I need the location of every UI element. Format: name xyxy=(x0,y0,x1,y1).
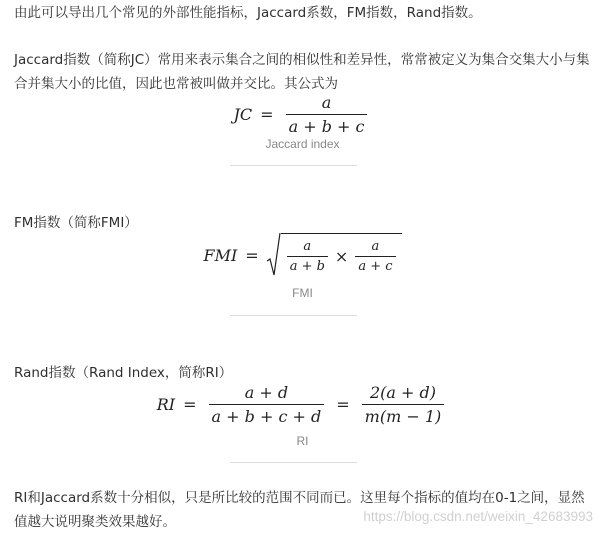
ri-numerator-1: a + d xyxy=(244,382,289,402)
jaccard-caption: Jaccard index xyxy=(265,137,340,151)
fmi-caption: FMI xyxy=(292,286,313,300)
rand-heading: Rand指数（Rand Index，简称RI） xyxy=(14,365,233,381)
ri-fraction-2 xyxy=(362,383,445,426)
ri-denominator-2: m(m − 1) xyxy=(362,404,445,426)
ri-lhs: RI xyxy=(156,394,176,414)
fmi-numerator-2: a xyxy=(371,239,380,254)
jc-equals: = xyxy=(260,104,274,124)
intro-paragraph: 由此可以导出几个常见的外部性能指标，Jaccard系数，FM指数，Rand指数。 xyxy=(14,5,482,21)
fm-heading: FM指数（简称FMI） xyxy=(14,215,138,231)
fmi-fraction-2 xyxy=(355,239,395,274)
fmi-numerator-1: a xyxy=(303,239,312,254)
watermark-url: https://blog.csdn.net/weixin_42683993 xyxy=(363,509,593,524)
jc-fraction xyxy=(286,93,368,136)
times-symbol: × xyxy=(334,247,349,266)
fmi-lhs: FMI xyxy=(203,245,238,265)
jc-numerator: a xyxy=(321,92,332,112)
ri-caption: RI xyxy=(296,434,309,448)
conclusion-paragraph: RI和Jaccard系数十分相似，只是所比较的范围不同而已。这里每个指标的值均在0-1之间，显然值越大说明聚类效果越好。 xyxy=(14,490,585,530)
radical-sign xyxy=(267,233,281,277)
jaccard-formula xyxy=(0,92,605,136)
ri-equals-2: = xyxy=(336,394,350,414)
fmi-denominator-1: a + b xyxy=(287,256,328,274)
jc-denominator: a + b + c xyxy=(286,114,368,136)
sqrt-symbol xyxy=(267,233,402,277)
radicand xyxy=(281,233,402,277)
ri-equals-1: = xyxy=(183,394,197,414)
ri-divider xyxy=(230,462,357,463)
fmi-formula xyxy=(0,233,605,277)
fmi-fraction-1 xyxy=(287,239,328,274)
ri-formula xyxy=(0,382,605,426)
jaccard-divider xyxy=(230,165,357,166)
fmi-equals: = xyxy=(245,245,259,265)
fmi-divider xyxy=(230,315,357,316)
fmi-denominator-2: a + c xyxy=(355,256,395,274)
ri-numerator-2: 2(a + d) xyxy=(369,382,436,402)
jc-lhs: JC xyxy=(233,104,253,124)
jaccard-description: Jaccard指数（简称JC）常用来表示集合之间的相似性和差异性，常常被定义为集合交集大小与集合并集大小的比值，因此也常被叫做并交比。其公式为 xyxy=(14,52,590,92)
ri-fraction-1 xyxy=(209,383,325,426)
ri-denominator-1: a + b + c + d xyxy=(209,404,325,426)
